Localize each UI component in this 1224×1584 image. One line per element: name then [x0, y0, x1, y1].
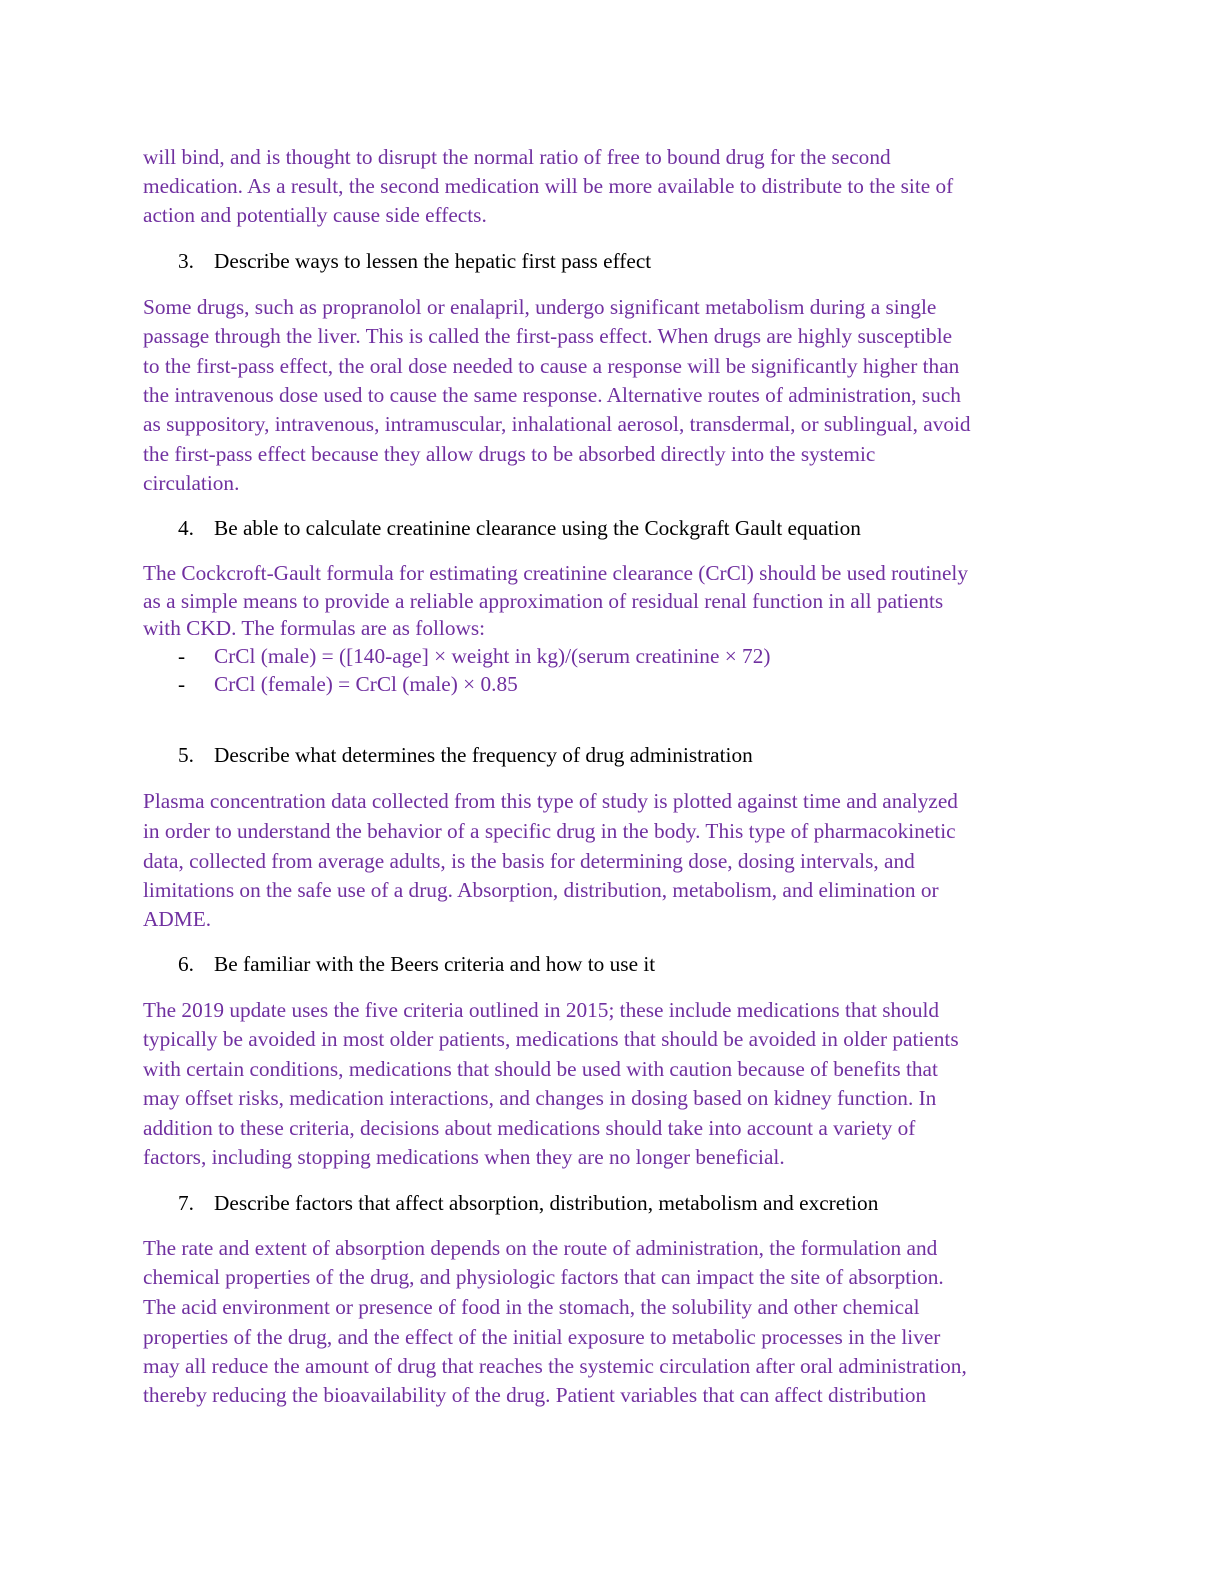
question-text: Be able to calculate creatinine clearance using the Cockgraft Gault equation	[214, 516, 861, 540]
answer-line: data, collected from average adults, is the basis for determining dose, dosing intervals, and	[143, 849, 915, 873]
formula-female: CrCl (female) = CrCl (male) × 0.85	[214, 672, 518, 696]
bullet-marker: -	[178, 644, 186, 668]
answer-line: the intravenous dose used to cause the same response. Alternative routes of administration, such	[143, 383, 961, 407]
answer-line: may offset risks, medication interactions, and changes in dosing based on kidney function. In	[143, 1086, 937, 1110]
answer-line: ADME.	[143, 907, 212, 931]
answer-line: thereby reducing the bioavailability of the drug. Patient variables that can affect distribution	[143, 1383, 927, 1407]
question-text: Describe what determines the frequency of drug administration	[214, 743, 753, 767]
answer-line: with CKD. The formulas are as follows:	[143, 616, 486, 640]
answer-line: factors, including stopping medications when they are no longer beneficial.	[143, 1145, 785, 1169]
answer-line: the first-pass effect because they allow drugs to be absorbed directly into the systemic	[143, 442, 876, 466]
question-number: 3.	[178, 249, 194, 273]
answer-line: passage through the liver. This is called the first-pass effect. When drugs are highly susceptible	[143, 324, 953, 348]
question-number: 4.	[178, 516, 194, 540]
answer-line: may all reduce the amount of drug that reaches the systemic circulation after oral administration,	[143, 1354, 967, 1378]
answer-line: as a simple means to provide a reliable approximation of residual renal function in all patients	[143, 589, 944, 613]
answer-line: The acid environment or presence of food in the stomach, the solubility and other chemical	[143, 1295, 920, 1319]
answer-line: chemical properties of the drug, and physiologic factors that can impact the site of absorption.	[143, 1265, 944, 1289]
answer-line: Plasma concentration data collected from this type of study is plotted against time and analyzed	[143, 789, 958, 813]
answer-line: to the first-pass effect, the oral dose needed to cause a response will be significantly higher than	[143, 354, 960, 378]
answer-line: The 2019 update uses the five criteria outlined in 2015; these include medications that should	[143, 998, 940, 1022]
answer-line: typically be avoided in most older patients, medications that should be avoided in older patients	[143, 1027, 959, 1051]
question-text: Describe ways to lessen the hepatic first pass effect	[214, 249, 652, 273]
intro-line: medication. As a result, the second medication will be more available to distribute to the site of	[143, 174, 954, 198]
answer-line: Some drugs, such as propranolol or enalapril, undergo significant metabolism during a single	[143, 295, 937, 319]
answer-line: circulation.	[143, 471, 240, 495]
question-number: 5.	[178, 743, 194, 767]
answer-line: limitations on the safe use of a drug. Absorption, distribution, metabolism, and elimination or	[143, 878, 939, 902]
question-text: Be familiar with the Beers criteria and how to use it	[214, 952, 656, 976]
answer-line: The rate and extent of absorption depends on the route of administration, the formulation and	[143, 1236, 938, 1260]
answer-line: properties of the drug, and the effect of the initial exposure to metabolic processes in the liver	[143, 1325, 941, 1349]
formula-male: CrCl (male) = ([140-age] × weight in kg)/(serum creatinine × 72)	[214, 644, 771, 668]
answer-line: The Cockcroft-Gault formula for estimating creatinine clearance (CrCl) should be used routinely	[143, 561, 968, 585]
answer-line: in order to understand the behavior of a specific drug in the body. This type of pharmacokinetic	[143, 819, 956, 843]
question-text: Describe factors that affect absorption, distribution, metabolism and excretion	[214, 1191, 879, 1215]
intro-line: will bind, and is thought to disrupt the normal ratio of free to bound drug for the second	[143, 145, 891, 169]
bullet-marker: -	[178, 672, 186, 696]
question-number: 7.	[178, 1191, 194, 1215]
question-number: 6.	[178, 952, 194, 976]
answer-line: with certain conditions, medications that should be used with caution because of benefits that	[143, 1057, 938, 1081]
intro-line: action and potentially cause side effects.	[143, 203, 487, 227]
answer-line: as suppository, intravenous, intramuscular, inhalational aerosol, transdermal, or sublingual, avoid	[143, 412, 971, 436]
answer-line: addition to these criteria, decisions about medications should take into account a variety of	[143, 1116, 916, 1140]
